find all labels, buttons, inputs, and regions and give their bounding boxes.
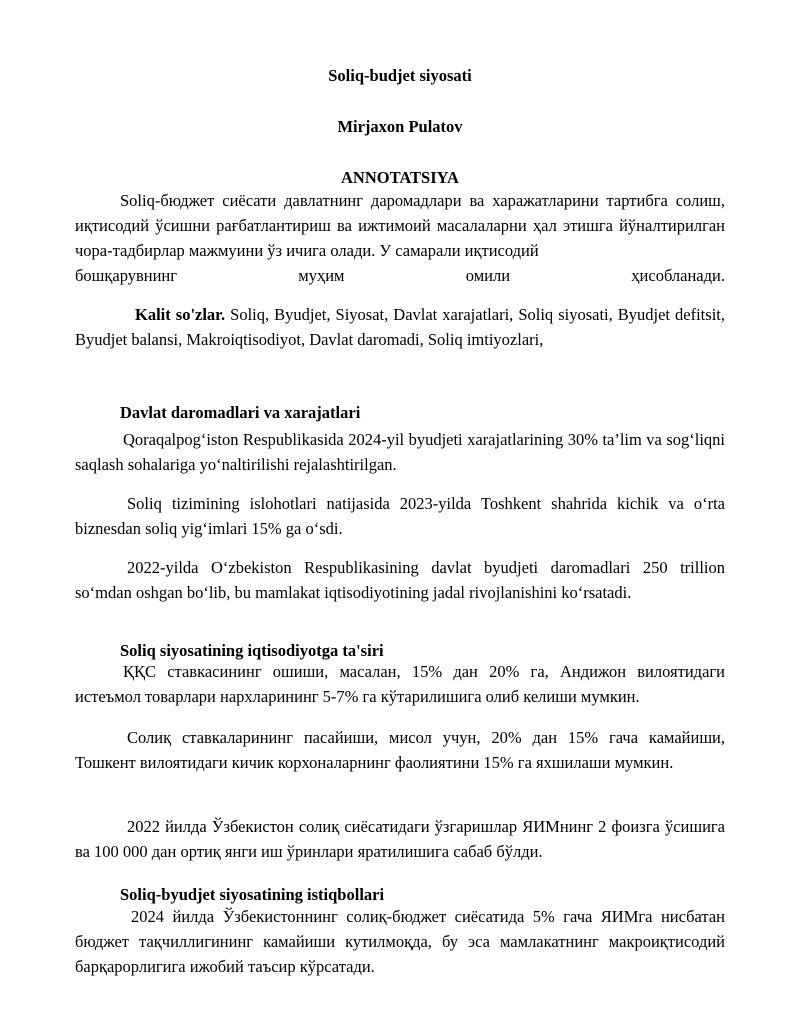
annotation-heading: ANNOTATSIYA	[341, 168, 459, 187]
section-paragraph: 2024 йилда Ўзбекистоннинг солиқ-бюджет сиёсатида 5% гача ЯИМга нисбатан бюджет тақчиллигининг камайиши кутилмоқда, бу эса мамлакатнинг макроиқтисодий барқарорлигига ижобий таъсир кўрсатади.	[75, 907, 725, 976]
annotation-paragraph	[75, 188, 725, 288]
section-paragraph: 2022 йилда Ўзбекистон солиқ сиёсатидаги ўзгаришлар ЯИМнинг 2 фоизга ўсишига ва 100 000 дан ортиқ янги иш ўринлари яратилишига сабаб бўлди.	[75, 817, 725, 861]
keywords-paragraph	[75, 302, 725, 352]
keywords-text: Soliq, Byudjet, Siyosat, Davlat xarajatlari, Soliq siyosati, Byudjet defitsit, Byudjet balansi, Makroiqtisodiyot, Davlat daromadi, Soliq imtiyozlari,	[75, 305, 725, 349]
section-paragraph: Солиқ ставкаларининг пасайиши, мисол учун, 20% дан 15% гача камайиши, Тошкент вилоятидаги кичик корхоналарнинг фаолиятини 15% га яхшилаши мумкин.	[75, 728, 725, 772]
keywords-label: Kalit so'zlar.	[135, 305, 226, 324]
section-paragraph: 2022-yilda O‘zbekiston Respublikasining davlat byudjeti daromadlari 250 trillion so‘mdan oshgan bo‘lib, bu mamlakat iqtisodiyotining jadal rivojlanishini ko‘rsatadi.	[75, 558, 725, 602]
document-title: Soliq-budjet siyosati	[328, 66, 472, 85]
section-heading: Soliq-byudjet siyosatining istiqbollari	[120, 885, 385, 904]
author-name: Mirjaxon Pulatov	[337, 117, 463, 136]
annotation-text: Soliq-бюджет сиёсати давлатнинг даромадлари ва харажатларини тартибга солиш, иқтисодий ўсишни рағбатлантириш ва ижтимоий масалаларни ҳал этишга йўналтирилган чора-тадбирлар мажмуини ўз ичига олади. У самарали иқтисодий	[75, 191, 725, 260]
section-paragraph: Soliq tizimining islohotlari natijasida 2023-yilda Toshkent shahrida kichik va o‘rta biznesdan soliq yig‘imlari 15% ga o‘sdi.	[75, 494, 725, 538]
section-heading: Soliq siyosatining iqtisodiyotga ta'siri	[120, 641, 384, 660]
section-paragraph: Qoraqalpog‘iston Respublikasida 2024-yil byudjeti xarajatlarining 30% ta’lim va sog‘liqni saqlash sohalariga yo‘naltirilishi rejalashtirilgan.	[75, 430, 725, 474]
section-paragraph: ҚҚС ставкасининг ошиши, масалан, 15% дан 20% га, Андижон вилоятидаги истеъмол товарлари нархларининг 5-7% га кўтарилишига олиб келиши мумкин.	[75, 662, 725, 706]
annotation-text-last-line: бошқарувнинг муҳим омили ҳисобланади.	[75, 266, 725, 285]
section-heading: Davlat daromadlari va xarajatlari	[120, 403, 361, 422]
